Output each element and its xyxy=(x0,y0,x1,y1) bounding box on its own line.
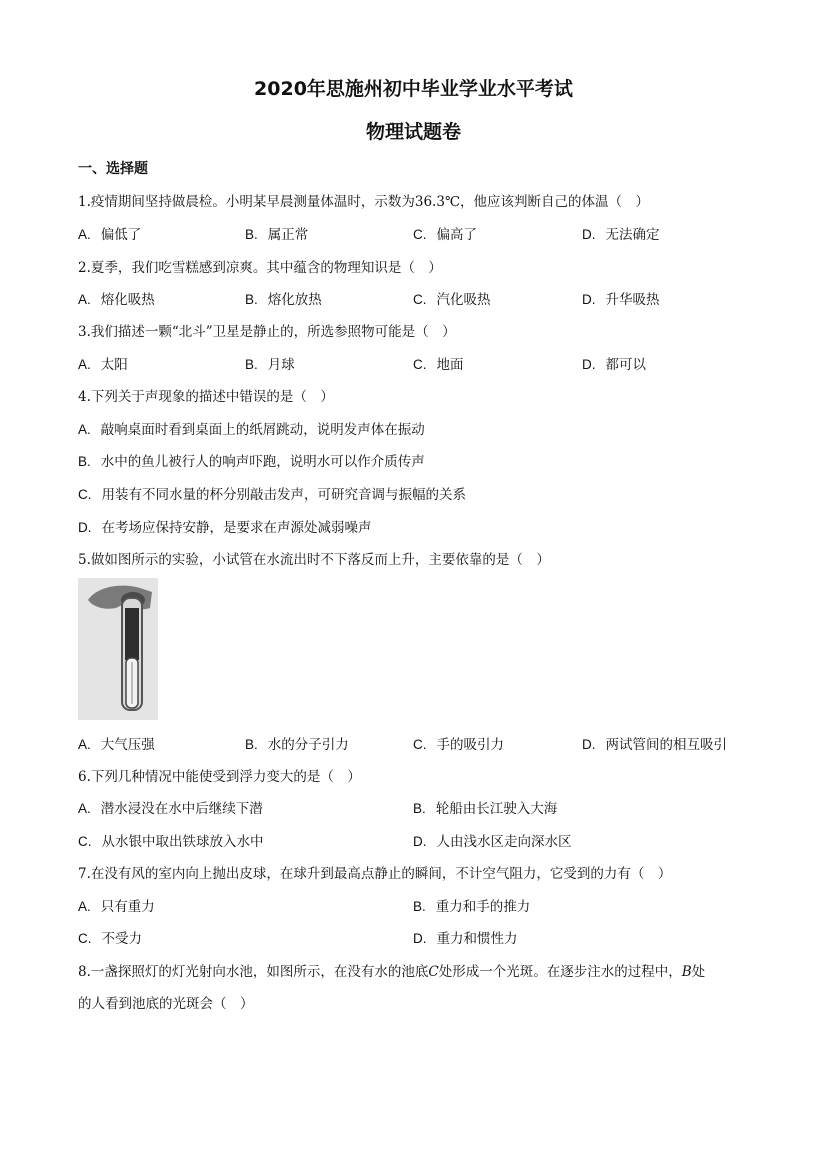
q7-option-d[interactable]: D. 重力和惯性力 xyxy=(413,931,518,947)
q4-option-a[interactable]: A. 敲响桌面时看到桌面上的纸屑跳动，说明发声体在振动 xyxy=(78,422,425,438)
q2-option-d[interactable]: D. 升华吸热 xyxy=(582,292,660,308)
page-subtitle: 物理试题卷 xyxy=(365,121,461,143)
q6-option-b[interactable]: B. 轮船由长江驶入大海 xyxy=(413,801,558,817)
question-3-stem: 3.我们描述一颗“北斗”卫星是静止的，所选参照物可能是（ ） xyxy=(78,324,456,340)
question-8-stem-line2: 的人看到池底的光斑会（ ） xyxy=(78,996,254,1012)
question-2-stem: 2.夏季，我们吃雪糕感到凉爽。其中蕴含的物理知识是（ ） xyxy=(78,260,442,276)
q3-option-b[interactable]: B. 月球 xyxy=(245,357,295,373)
question-1-stem: 1.疫情期间坚持做晨检。小明某早晨测量体温时，示数为36.3℃，他应该判断自己的体温（ ） xyxy=(78,194,650,210)
q7-option-c[interactable]: C. 不受力 xyxy=(78,931,142,947)
q2-option-a[interactable]: A. 熔化吸热 xyxy=(78,292,155,308)
q5-option-a[interactable]: A. 大气压强 xyxy=(78,737,155,753)
q6-option-c[interactable]: C. 从水银中取出铁球放入水中 xyxy=(78,834,264,850)
q7-option-b[interactable]: B. 重力和手的推力 xyxy=(413,899,531,915)
q3-option-c[interactable]: C. 地面 xyxy=(413,357,464,373)
q3-option-a[interactable]: A. 太阳 xyxy=(78,357,128,373)
test-tube-figure xyxy=(78,578,158,720)
q5-option-c[interactable]: C. 手的吸引力 xyxy=(413,737,504,753)
q3-option-d[interactable]: D. 都可以 xyxy=(582,357,646,373)
q2-option-b[interactable]: B. 熔化放热 xyxy=(245,292,322,308)
page-title: 2020年思施州初中毕业学业水平考试 xyxy=(254,78,573,100)
question-5-stem: 5.做如图所示的实验，小试管在水流出时不下落反而上升，主要依靠的是（ ） xyxy=(78,552,550,568)
question-8-stem-line1: 8.一盏探照灯的灯光射向水池，如图所示，在没有水的池底C处形成一个光斑。在逐步注水的过程中，B处 xyxy=(78,964,706,980)
q2-option-c[interactable]: C. 汽化吸热 xyxy=(413,292,491,308)
q4-option-b[interactable]: B. 水中的鱼儿被行人的响声吓跑，说明水可以作介质传声 xyxy=(78,454,425,470)
q4-option-c[interactable]: C. 用装有不同水量的杯分别敲击发声，可研究音调与振幅的关系 xyxy=(78,487,466,503)
question-4-stem: 4.下列关于声现象的描述中错误的是（ ） xyxy=(78,389,334,405)
question-6-stem: 6.下列几种情况中能使受到浮力变大的是（ ） xyxy=(78,769,361,785)
q5-option-d[interactable]: D. 两试管间的相互吸引 xyxy=(582,737,727,753)
section-heading: 一、选择题 xyxy=(78,161,148,177)
q4-option-d[interactable]: D. 在考场应保持安静，是要求在声源处减弱噪声 xyxy=(78,520,372,536)
q1-option-b[interactable]: B. 属正常 xyxy=(245,227,309,243)
q1-option-d[interactable]: D. 无法确定 xyxy=(582,227,660,243)
q6-option-d[interactable]: D. 人由浅水区走向深水区 xyxy=(413,834,572,850)
q1-option-c[interactable]: C. 偏高了 xyxy=(413,227,477,243)
q5-option-b[interactable]: B. 水的分子引力 xyxy=(245,737,349,753)
question-7-stem: 7.在没有风的室内向上抛出皮球，在球升到最高点静止的瞬间，不计空气阻力，它受到的力有（ ） xyxy=(78,866,672,882)
q6-option-a[interactable]: A. 潜水浸没在水中后继续下潜 xyxy=(78,801,263,817)
q1-option-a[interactable]: A. 偏低了 xyxy=(78,227,142,243)
q7-option-a[interactable]: A. 只有重力 xyxy=(78,899,155,915)
